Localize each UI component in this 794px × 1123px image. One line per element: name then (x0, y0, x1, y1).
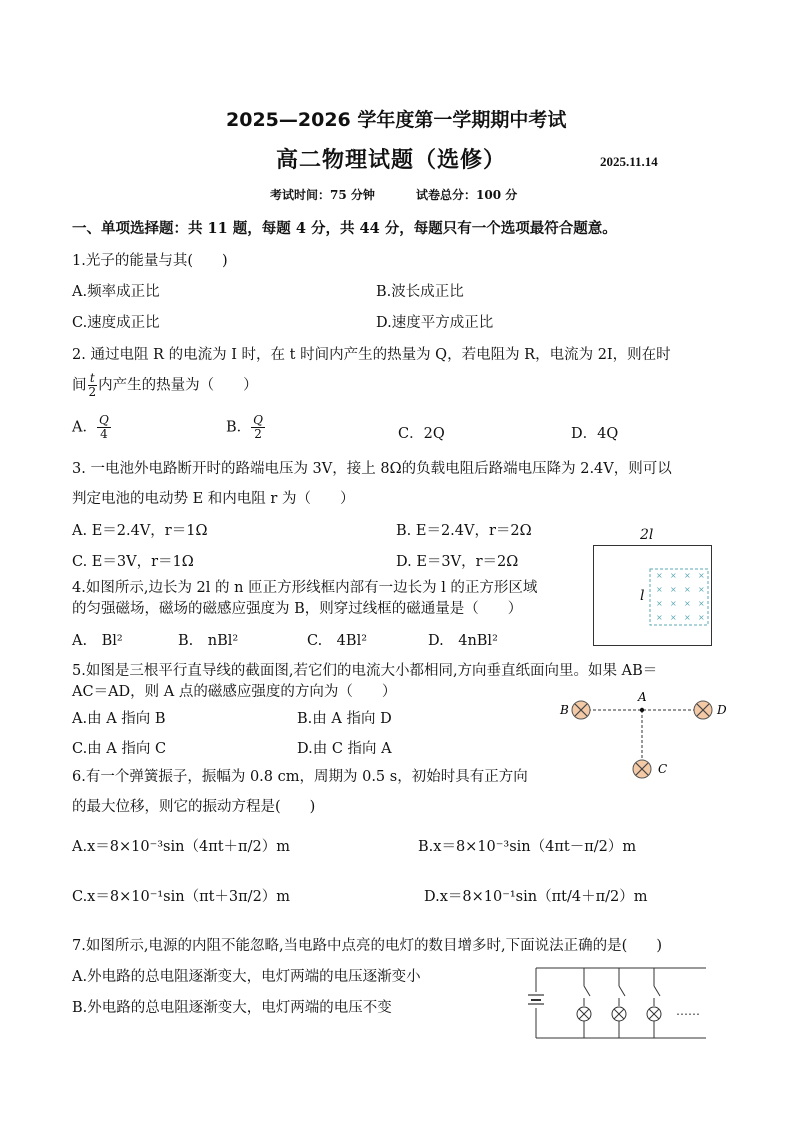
question-3-stem-line1: 3. 一电池外电路断开时的路端电压为 3V，接上 8Ω的负载电阻后路端电压降为 2.4V，则可以 (72, 461, 672, 477)
point-a (640, 708, 644, 712)
question-4-stem-line2: 的匀强磁场，磁场的磁感应强度为 B，则穿过线框的磁通量是（ ） (72, 601, 523, 617)
q3-option-b: B. E＝2.4V，r＝2Ω (396, 523, 532, 539)
q2-option-a (72, 414, 111, 441)
svg-text:×: × (698, 613, 705, 622)
q2-option-b-label: B． (226, 419, 252, 436)
label-b: B (560, 703, 569, 717)
svg-text:×: × (656, 585, 663, 594)
q4-option-b: B. nBl² (178, 633, 239, 649)
q7-option-b: B.外电路的总电阻逐渐变大，电灯两端的电压不变 (72, 1000, 392, 1016)
exam-time: 考试时间：75 分钟 (270, 188, 375, 202)
question-2-stem-line2 (72, 372, 258, 399)
field-cross-marks (656, 571, 705, 622)
question-4-stem-line1: 4.如图所示,边长为 2l 的 n 匝正方形线框内部有一边长为 l 的正方形区域 (72, 580, 538, 596)
svg-text:×: × (698, 571, 705, 580)
svg-text:×: × (698, 599, 705, 608)
question-6-stem-line2: 的最大位移，则它的振动方程是( ) (72, 799, 316, 815)
q1-option-c: C.速度成正比 (72, 315, 160, 331)
label-a: A (638, 690, 647, 704)
section-heading: 一、单项选择题：共 11 题，每题 4 分，共 44 分，每题只有一个选项最符合题意。 (72, 220, 617, 237)
q4-option-a: A. Bl² (72, 633, 123, 649)
q4-option-d: D. 4nBl² (428, 633, 498, 649)
wire-c-icon (633, 760, 651, 778)
q1-option-a: A.频率成正比 (72, 284, 160, 300)
question-5-stem-line1: 5.如图是三根平行直导线的截面图,若它们的电流大小都相同,方向垂直纸面向里。如果 AB＝ (72, 663, 658, 679)
fig4-label-l: l (640, 588, 645, 604)
question-6-stem-line1: 6.有一个弹簧振子，振幅为 0.8 cm，周期为 0.5 s，初始时具有正方向 (72, 769, 528, 785)
outer-coil (594, 546, 712, 646)
parallel-lamps-circuit (520, 960, 710, 1045)
q3-option-a: A. E＝2.4V，r＝1Ω (72, 523, 208, 539)
fraction-q-over-4 (97, 414, 111, 441)
q5-option-c: C.由 A 指向 C (72, 741, 167, 757)
magnetic-flux-figure (593, 545, 713, 647)
exam-date: 2025.11.14 (600, 154, 658, 169)
fraction-numerator: Q (253, 413, 263, 427)
fraction-denominator: 2 (254, 427, 262, 441)
exam-subtitle: 高二物理试题（选修） (276, 148, 507, 173)
fraction-q-over-2 (251, 414, 265, 441)
q7-option-a: A.外电路的总电阻逐渐变大，电灯两端的电压逐渐变小 (72, 969, 421, 985)
svg-text:×: × (670, 613, 677, 622)
lamp-branch-3-icon (647, 968, 661, 1038)
q2-option-b (226, 414, 265, 441)
question-1-stem: 1.光子的能量与其( ) (72, 253, 228, 269)
svg-text:×: × (670, 585, 677, 594)
svg-text:×: × (656, 571, 663, 580)
q6-option-b: B.x＝8×10⁻³sin（4πt－π/2）m (418, 839, 637, 855)
q5-option-b: B.由 A 指向 D (297, 711, 392, 727)
q6-option-c: C.x＝8×10⁻¹sin（πt＋3π/2）m (72, 889, 291, 905)
fraction-t-over-2 (87, 372, 99, 399)
q2-option-c: C．2Q (398, 426, 445, 442)
total-score: 试卷总分：100 分 (416, 188, 518, 202)
q6-option-a: A.x＝8×10⁻³sin（4πt＋π/2）m (72, 839, 290, 855)
fraction-denominator: 2 (88, 385, 97, 399)
svg-text:×: × (698, 585, 705, 594)
question-3-stem-line2: 判定电池的电动势 E 和内电阻 r 为（ ） (72, 491, 355, 507)
svg-text:×: × (670, 599, 677, 608)
svg-text:×: × (656, 599, 663, 608)
svg-text:×: × (684, 585, 691, 594)
q6-option-d: D.x＝8×10⁻¹sin（πt/4＋π/2）m (424, 889, 648, 905)
svg-text:×: × (684, 571, 691, 580)
q3-option-c: C. E＝3V，r＝1Ω (72, 554, 194, 570)
wire-d-icon (694, 701, 712, 719)
label-d: D (717, 703, 727, 717)
svg-text:×: × (670, 571, 677, 580)
q2-option-d: D．4Q (571, 426, 619, 442)
question-5-stem-line2: AC＝AD，则 A 点的磁感应强度的方向为（ ） (72, 684, 397, 700)
q1-option-d: D.速度平方成正比 (376, 315, 494, 331)
q4-option-c: C. 4Bl² (307, 633, 368, 649)
question-2-stem-line1: 2. 通过电阻 R 的电流为 I 时，在 t 时间内产生的热量为 Q，若电阻为 R，电流为 2I，则在时 (72, 347, 671, 363)
label-c: C (658, 762, 668, 776)
svg-text:×: × (684, 599, 691, 608)
wire-b-icon (572, 701, 590, 719)
q5-option-a: A.由 A 指向 B (72, 711, 166, 727)
q2-stem-post: 内产生的热量为（ ） (98, 377, 258, 394)
q2-stem-pre: 间 (72, 377, 87, 394)
question-7-stem: 7.如图所示,电源的内阻不能忽略,当电路中点亮的电灯的数目增多时,下面说法正确的是( ) (72, 938, 662, 954)
battery-icon (528, 995, 544, 1004)
more-lamps-ellipsis: …… (676, 1004, 700, 1018)
lamp-branch-1-icon (577, 968, 591, 1038)
lamp-branch-2-icon (612, 968, 626, 1038)
q1-option-b: B.波长成正比 (376, 284, 464, 300)
fraction-numerator: Q (98, 413, 109, 427)
fraction-numerator: t (89, 371, 95, 385)
q2-option-a-label: A． (72, 419, 97, 436)
q5-option-d: D.由 C 指向 A (297, 741, 392, 757)
svg-text:×: × (684, 613, 691, 622)
svg-text:×: × (656, 613, 663, 622)
q3-option-d: D. E＝3V，r＝2Ω (396, 554, 519, 570)
three-wires-figure (555, 690, 735, 785)
fraction-denominator: 4 (100, 427, 108, 441)
fig4-label-2l: 2l (640, 527, 654, 543)
exam-title: 2025—2026 学年度第一学期期中考试 (226, 109, 567, 131)
